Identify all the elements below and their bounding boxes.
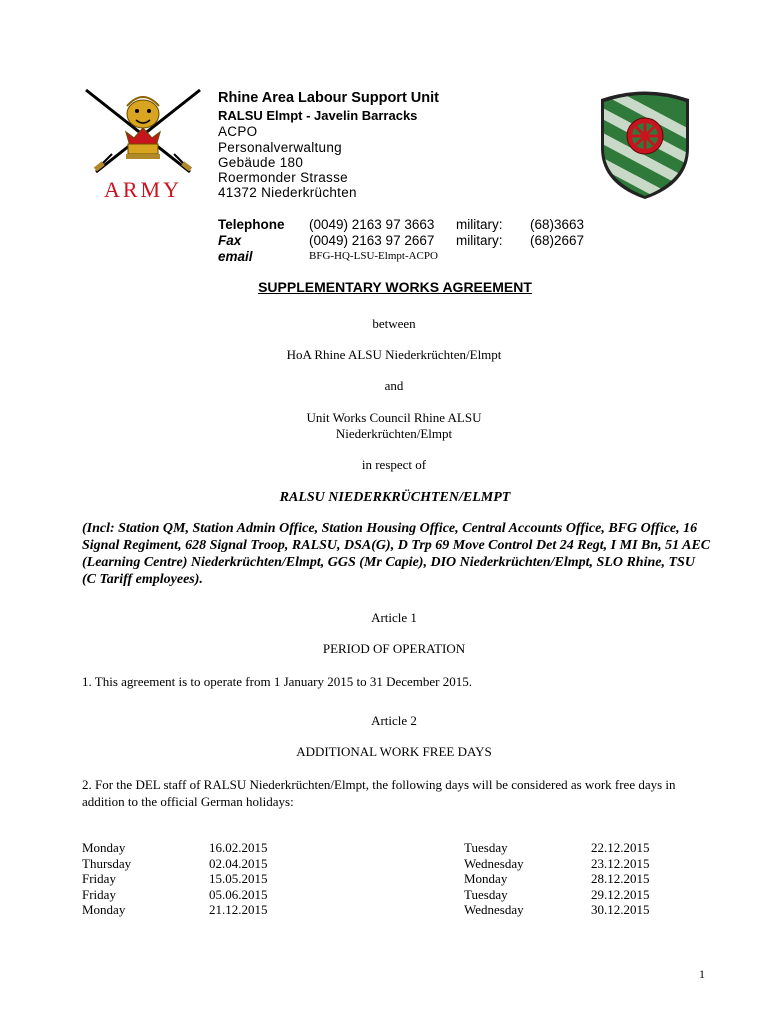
list-item-date: 23.12.2015 xyxy=(591,855,650,871)
in-respect-of-text: in respect of xyxy=(361,457,427,472)
between-text: between xyxy=(372,316,416,331)
list-item-day: Thursday xyxy=(82,855,132,871)
list-item-day: Tuesday xyxy=(464,840,508,855)
list-item-date: 15.05.2015 xyxy=(209,871,268,887)
list-item-date: 05.06.2015 xyxy=(209,886,268,902)
work-free-days-left-dates xyxy=(209,840,268,918)
list-item-day: Monday xyxy=(464,871,508,887)
address-line-barracks: RALSU Elmpt - Javelin Barracks xyxy=(218,108,418,123)
army-logo-text: ARMY xyxy=(103,177,183,202)
organisation-name: Rhine Area Labour Support Unit xyxy=(218,90,439,106)
work-free-days-right-days xyxy=(464,840,524,918)
list-item-date: 02.04.2015 xyxy=(209,855,268,871)
list-item-date: 21.12.2015 xyxy=(209,902,268,918)
party-two-line-1: Unit Works Council Rhine ALSU xyxy=(306,410,482,425)
address-line-building: Gebäude 180 xyxy=(218,155,304,170)
included-units-paragraph: (Incl: Station QM, Station Admin Office, Station Housing Office, Central Accounts Office, BFG Office, 16 Signal Regiment, 628 Signal Troop, RALSU, DSA(G), D Trp 69 Move Control Det 24 Regt, I MI Bn, 51 AEC (Learning Centre) Niederkrüchten/Elmpt, GGS (Mr Capie), DIO Niederkrüchten/Elmpt, SLO Rhine, TSU (C Tariff employees). xyxy=(82,521,711,587)
fax-label: Fax xyxy=(218,233,242,248)
email-label: email xyxy=(218,249,253,264)
address-line-city: 41372 Niederkrüchten xyxy=(218,185,357,200)
list-item-date: 22.12.2015 xyxy=(591,840,650,855)
article-2-subheading: ADDITIONAL WORK FREE DAYS xyxy=(296,744,492,759)
article-2-paragraph: 2. For the DEL staff of RALSU Niederkrüchten/Elmpt, the following days will be considered as work free days in addition to the official German holidays: xyxy=(82,777,676,809)
telephone-label: Telephone xyxy=(218,217,285,232)
work-free-days-left-days xyxy=(82,840,131,918)
fax-number: (0049) 2163 97 2667 xyxy=(309,233,435,248)
list-item-date: 30.12.2015 xyxy=(591,902,650,918)
list-item-date: 16.02.2015 xyxy=(209,840,268,855)
list-item-day: Wednesday xyxy=(464,902,524,918)
list-item-date: 29.12.2015 xyxy=(591,886,650,902)
army-logo xyxy=(78,84,208,204)
article-1-heading: Article 1 xyxy=(371,610,417,625)
fax-military-number: (68)2667 xyxy=(530,233,585,248)
article-1-subheading: PERIOD OF OPERATION xyxy=(322,641,466,656)
article-1-paragraph: 1. This agreement is to operate from 1 January 2015 to 31 December 2015. xyxy=(82,674,473,689)
unit-title: RALSU NIEDERKRÜCHTEN/ELMPT xyxy=(279,490,511,505)
list-item-day: Monday xyxy=(82,902,126,918)
page-number: 1 xyxy=(699,967,705,981)
email-address: BFG-HQ-LSU-Elmpt-ACPO xyxy=(309,250,438,262)
address-line-acpo: ACPO xyxy=(218,124,258,139)
address-line-department: Personalverwaltung xyxy=(218,140,342,155)
article-2-heading: Article 2 xyxy=(371,713,417,728)
telephone-military-label: military: xyxy=(456,217,503,232)
and-text: and xyxy=(384,378,404,393)
telephone-number: (0049) 2163 97 3663 xyxy=(309,217,435,232)
fax-military-label: military: xyxy=(456,233,503,248)
list-item-date: 28.12.2015 xyxy=(591,871,650,887)
document-title: SUPPLEMENTARY WORKS AGREEMENT xyxy=(258,279,532,295)
telephone-military-number: (68)3663 xyxy=(530,217,585,232)
list-item-day: Monday xyxy=(82,840,126,855)
party-two-line-2: Niederkrüchten/Elmpt xyxy=(335,426,453,441)
unit-shield-logo xyxy=(598,88,692,200)
list-item-day: Tuesday xyxy=(464,886,508,902)
list-item-day: Friday xyxy=(82,886,116,902)
party-one: HoA Rhine ALSU Niederkrüchten/Elmpt xyxy=(286,347,502,362)
address-line-street: Roermonder Strasse xyxy=(218,170,348,185)
list-item-day: Wednesday xyxy=(464,855,524,871)
list-item-day: Friday xyxy=(82,871,116,887)
work-free-days-right-dates xyxy=(591,840,650,918)
